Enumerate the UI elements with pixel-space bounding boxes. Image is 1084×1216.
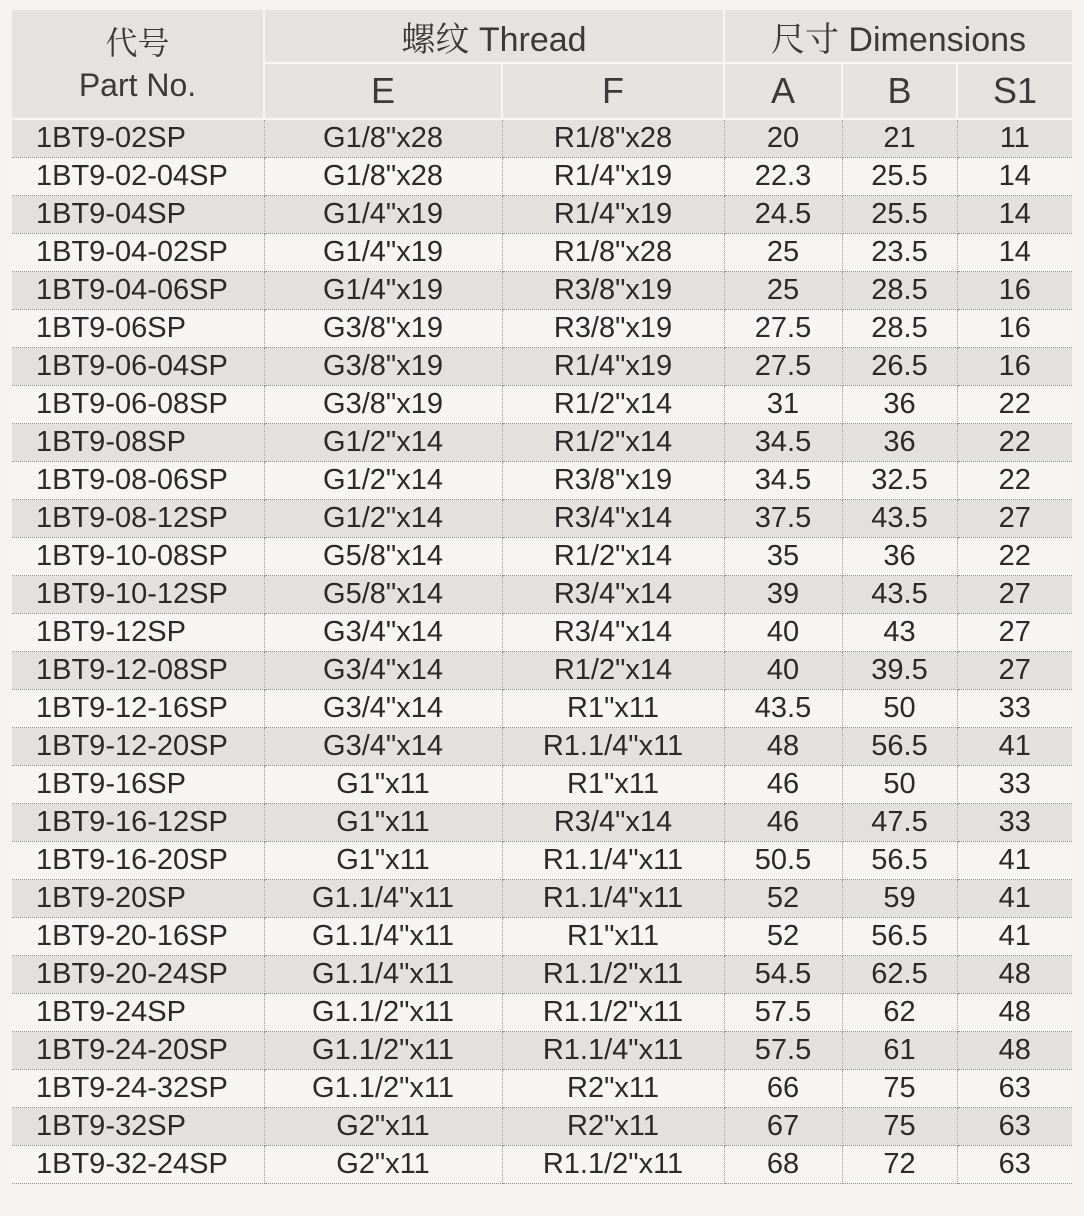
table-row	[12, 234, 1072, 272]
dim-a-cell: 24.5	[724, 196, 842, 234]
part-no-cell: 1BT9-10-12SP	[12, 576, 264, 614]
dim-b-cell: 39.5	[842, 652, 957, 690]
dim-s1-cell: 16	[957, 272, 1072, 310]
thread-e-cell: G1.1/2"x11	[264, 1070, 502, 1108]
table-row	[12, 880, 1072, 918]
table-row	[12, 196, 1072, 234]
thread-e-cell: G3/4"x14	[264, 652, 502, 690]
dim-b-cell: 36	[842, 386, 957, 424]
thread-f-cell: R1.1/4"x11	[502, 728, 724, 766]
dim-b-cell: 21	[842, 119, 957, 158]
dim-s1-cell: 22	[957, 538, 1072, 576]
thread-f-cell: R1.1/2"x11	[502, 1146, 724, 1184]
dim-a-cell: 52	[724, 918, 842, 956]
dim-b-cell: 62.5	[842, 956, 957, 994]
part-no-cell: 1BT9-32SP	[12, 1108, 264, 1146]
part-no-cell: 1BT9-02SP	[12, 119, 264, 158]
thread-e-cell: G5/8"x14	[264, 538, 502, 576]
table-row	[12, 272, 1072, 310]
thread-e-cell: G3/4"x14	[264, 614, 502, 652]
dim-s1-cell: 41	[957, 842, 1072, 880]
dim-s1-cell: 41	[957, 728, 1072, 766]
thread-e-cell: G1"x11	[264, 766, 502, 804]
part-no-cell: 1BT9-04-02SP	[12, 234, 264, 272]
thread-e-cell: G1.1/4"x11	[264, 880, 502, 918]
dim-s1-cell: 33	[957, 766, 1072, 804]
spec-table-container	[12, 10, 1072, 1184]
thread-f-cell: R1/8"x28	[502, 119, 724, 158]
thread-e-cell: G1/8"x28	[264, 158, 502, 196]
col-header-b: B	[842, 63, 957, 119]
dim-a-cell: 34.5	[724, 462, 842, 500]
thread-f-cell: R3/8"x19	[502, 462, 724, 500]
dim-s1-cell: 16	[957, 310, 1072, 348]
thread-e-cell: G3/8"x19	[264, 386, 502, 424]
dim-b-cell: 47.5	[842, 804, 957, 842]
part-no-header-en: Part No.	[78, 67, 197, 103]
dim-b-cell: 50	[842, 690, 957, 728]
part-no-cell: 1BT9-24-32SP	[12, 1070, 264, 1108]
thread-e-cell: G1.1/4"x11	[264, 956, 502, 994]
part-no-cell: 1BT9-20-16SP	[12, 918, 264, 956]
dim-b-cell: 59	[842, 880, 957, 918]
part-no-cell: 1BT9-06-04SP	[12, 348, 264, 386]
dim-a-cell: 22.3	[724, 158, 842, 196]
table-row	[12, 310, 1072, 348]
table-row	[12, 918, 1072, 956]
table-row	[12, 119, 1072, 158]
dim-a-cell: 46	[724, 804, 842, 842]
dim-b-cell: 50	[842, 766, 957, 804]
table-row	[12, 1032, 1072, 1070]
dim-b-cell: 25.5	[842, 158, 957, 196]
thread-f-cell: R1/2"x14	[502, 386, 724, 424]
dim-b-cell: 28.5	[842, 272, 957, 310]
table-row	[12, 576, 1072, 614]
thread-e-cell: G2"x11	[264, 1108, 502, 1146]
table-row	[12, 538, 1072, 576]
dim-b-cell: 23.5	[842, 234, 957, 272]
part-no-cell: 1BT9-08-12SP	[12, 500, 264, 538]
part-no-cell: 1BT9-06-08SP	[12, 386, 264, 424]
thread-group-header: 螺纹 Thread	[264, 10, 724, 63]
table-row	[12, 690, 1072, 728]
dim-b-cell: 32.5	[842, 462, 957, 500]
thread-f-cell: R2"x11	[502, 1070, 724, 1108]
table-row	[12, 386, 1072, 424]
part-no-cell: 1BT9-12SP	[12, 614, 264, 652]
thread-f-cell: R3/4"x14	[502, 500, 724, 538]
part-no-header-zh: 代号	[105, 25, 170, 61]
dim-b-cell: 36	[842, 424, 957, 462]
table-row	[12, 614, 1072, 652]
part-no-cell: 1BT9-16SP	[12, 766, 264, 804]
dim-s1-cell: 48	[957, 1032, 1072, 1070]
dim-b-cell: 43.5	[842, 576, 957, 614]
table-row	[12, 348, 1072, 386]
thread-f-cell: R3/8"x19	[502, 272, 724, 310]
col-header-a: A	[724, 63, 842, 119]
dim-a-cell: 46	[724, 766, 842, 804]
thread-e-cell: G3/8"x19	[264, 348, 502, 386]
part-no-cell: 1BT9-12-08SP	[12, 652, 264, 690]
dim-s1-cell: 11	[957, 119, 1072, 158]
dim-s1-cell: 33	[957, 804, 1072, 842]
part-no-cell: 1BT9-16-12SP	[12, 804, 264, 842]
table-header	[12, 10, 1072, 119]
dim-a-cell: 27.5	[724, 310, 842, 348]
dimensions-group-header: 尺寸 Dimensions	[724, 10, 1072, 63]
dim-a-cell: 67	[724, 1108, 842, 1146]
dim-s1-cell: 48	[957, 956, 1072, 994]
dim-a-cell: 57.5	[724, 1032, 842, 1070]
table-row	[12, 158, 1072, 196]
part-no-cell: 1BT9-24-20SP	[12, 1032, 264, 1070]
thread-f-cell: R3/8"x19	[502, 310, 724, 348]
dim-s1-cell: 22	[957, 386, 1072, 424]
table-body	[12, 119, 1072, 1184]
thread-e-cell: G1/4"x19	[264, 272, 502, 310]
part-no-cell: 1BT9-06SP	[12, 310, 264, 348]
thread-f-cell: R1"x11	[502, 766, 724, 804]
dim-b-cell: 72	[842, 1146, 957, 1184]
part-spec-table	[12, 10, 1072, 1184]
dim-s1-cell: 27	[957, 614, 1072, 652]
thread-f-cell: R1/4"x19	[502, 348, 724, 386]
thread-f-cell: R1/2"x14	[502, 424, 724, 462]
dim-a-cell: 48	[724, 728, 842, 766]
thread-f-cell: R1"x11	[502, 918, 724, 956]
dim-b-cell: 75	[842, 1108, 957, 1146]
dim-a-cell: 40	[724, 614, 842, 652]
dim-a-cell: 27.5	[724, 348, 842, 386]
part-no-cell: 1BT9-02-04SP	[12, 158, 264, 196]
header-row-groups	[12, 10, 1072, 63]
dim-b-cell: 56.5	[842, 918, 957, 956]
thread-e-cell: G1/8"x28	[264, 119, 502, 158]
dim-s1-cell: 48	[957, 994, 1072, 1032]
dim-s1-cell: 14	[957, 196, 1072, 234]
dim-b-cell: 28.5	[842, 310, 957, 348]
table-row	[12, 994, 1072, 1032]
dim-a-cell: 54.5	[724, 956, 842, 994]
table-row	[12, 1146, 1072, 1184]
thread-e-cell: G1/4"x19	[264, 196, 502, 234]
part-no-cell: 1BT9-04SP	[12, 196, 264, 234]
dim-a-cell: 35	[724, 538, 842, 576]
thread-f-cell: R1/2"x14	[502, 538, 724, 576]
dim-a-cell: 57.5	[724, 994, 842, 1032]
part-no-cell: 1BT9-12-16SP	[12, 690, 264, 728]
dim-a-cell: 68	[724, 1146, 842, 1184]
dim-a-cell: 20	[724, 119, 842, 158]
thread-e-cell: G2"x11	[264, 1146, 502, 1184]
dim-a-cell: 43.5	[724, 690, 842, 728]
thread-f-cell: R1/2"x14	[502, 652, 724, 690]
thread-f-cell: R3/4"x14	[502, 804, 724, 842]
dim-a-cell: 39	[724, 576, 842, 614]
dim-a-cell: 50.5	[724, 842, 842, 880]
dim-s1-cell: 14	[957, 234, 1072, 272]
dim-a-cell: 25	[724, 234, 842, 272]
table-row	[12, 652, 1072, 690]
table-row	[12, 766, 1072, 804]
thread-f-cell: R1"x11	[502, 690, 724, 728]
dim-a-cell: 52	[724, 880, 842, 918]
dim-b-cell: 25.5	[842, 196, 957, 234]
dim-a-cell: 34.5	[724, 424, 842, 462]
thread-f-cell: R1.1/4"x11	[502, 842, 724, 880]
table-row	[12, 462, 1072, 500]
thread-f-cell: R1/4"x19	[502, 196, 724, 234]
thread-e-cell: G1.1/2"x11	[264, 994, 502, 1032]
thread-f-cell: R1.1/2"x11	[502, 994, 724, 1032]
thread-e-cell: G3/8"x19	[264, 310, 502, 348]
dim-s1-cell: 63	[957, 1108, 1072, 1146]
dim-s1-cell: 33	[957, 690, 1072, 728]
table-row	[12, 500, 1072, 538]
thread-f-cell: R2"x11	[502, 1108, 724, 1146]
dim-b-cell: 56.5	[842, 728, 957, 766]
table-row	[12, 728, 1072, 766]
dim-a-cell: 25	[724, 272, 842, 310]
part-no-cell: 1BT9-10-08SP	[12, 538, 264, 576]
thread-e-cell: G1/2"x14	[264, 500, 502, 538]
part-no-cell: 1BT9-32-24SP	[12, 1146, 264, 1184]
thread-e-cell: G1"x11	[264, 804, 502, 842]
part-no-cell: 1BT9-08-06SP	[12, 462, 264, 500]
col-header-e: E	[264, 63, 502, 119]
dim-s1-cell: 27	[957, 652, 1072, 690]
dim-s1-cell: 63	[957, 1146, 1072, 1184]
part-no-cell: 1BT9-08SP	[12, 424, 264, 462]
thread-e-cell: G1/4"x19	[264, 234, 502, 272]
dim-s1-cell: 27	[957, 576, 1072, 614]
dim-s1-cell: 41	[957, 880, 1072, 918]
dim-b-cell: 75	[842, 1070, 957, 1108]
thread-e-cell: G5/8"x14	[264, 576, 502, 614]
dim-s1-cell: 14	[957, 158, 1072, 196]
thread-f-cell: R1/8"x28	[502, 234, 724, 272]
dim-s1-cell: 16	[957, 348, 1072, 386]
thread-e-cell: G1/2"x14	[264, 462, 502, 500]
thread-f-cell: R1.1/2"x11	[502, 956, 724, 994]
part-no-cell: 1BT9-20-24SP	[12, 956, 264, 994]
dim-b-cell: 43	[842, 614, 957, 652]
table-row	[12, 804, 1072, 842]
part-no-cell: 1BT9-12-20SP	[12, 728, 264, 766]
thread-e-cell: G1/2"x14	[264, 424, 502, 462]
thread-f-cell: R3/4"x14	[502, 614, 724, 652]
table-row	[12, 1070, 1072, 1108]
thread-e-cell: G3/4"x14	[264, 690, 502, 728]
dim-b-cell: 26.5	[842, 348, 957, 386]
table-row	[12, 842, 1072, 880]
part-no-cell: 1BT9-04-06SP	[12, 272, 264, 310]
table-row	[12, 424, 1072, 462]
part-no-cell: 1BT9-20SP	[12, 880, 264, 918]
part-no-cell: 1BT9-24SP	[12, 994, 264, 1032]
thread-e-cell: G1.1/4"x11	[264, 918, 502, 956]
dim-s1-cell: 41	[957, 918, 1072, 956]
table-row	[12, 1108, 1072, 1146]
thread-f-cell: R1.1/4"x11	[502, 1032, 724, 1070]
thread-f-cell: R1/4"x19	[502, 158, 724, 196]
dim-a-cell: 40	[724, 652, 842, 690]
dim-b-cell: 43.5	[842, 500, 957, 538]
dim-s1-cell: 22	[957, 462, 1072, 500]
dim-a-cell: 37.5	[724, 500, 842, 538]
part-no-header	[12, 10, 264, 119]
thread-e-cell: G1"x11	[264, 842, 502, 880]
col-header-f: F	[502, 63, 724, 119]
dim-b-cell: 56.5	[842, 842, 957, 880]
thread-e-cell: G3/4"x14	[264, 728, 502, 766]
table-row	[12, 956, 1072, 994]
dim-s1-cell: 22	[957, 424, 1072, 462]
thread-f-cell: R1.1/4"x11	[502, 880, 724, 918]
dim-a-cell: 31	[724, 386, 842, 424]
thread-f-cell: R3/4"x14	[502, 576, 724, 614]
thread-e-cell: G1.1/2"x11	[264, 1032, 502, 1070]
dim-b-cell: 62	[842, 994, 957, 1032]
dim-s1-cell: 27	[957, 500, 1072, 538]
dim-b-cell: 61	[842, 1032, 957, 1070]
col-header-s1: S1	[957, 63, 1072, 119]
part-no-cell: 1BT9-16-20SP	[12, 842, 264, 880]
dim-b-cell: 36	[842, 538, 957, 576]
dim-a-cell: 66	[724, 1070, 842, 1108]
dim-s1-cell: 63	[957, 1070, 1072, 1108]
